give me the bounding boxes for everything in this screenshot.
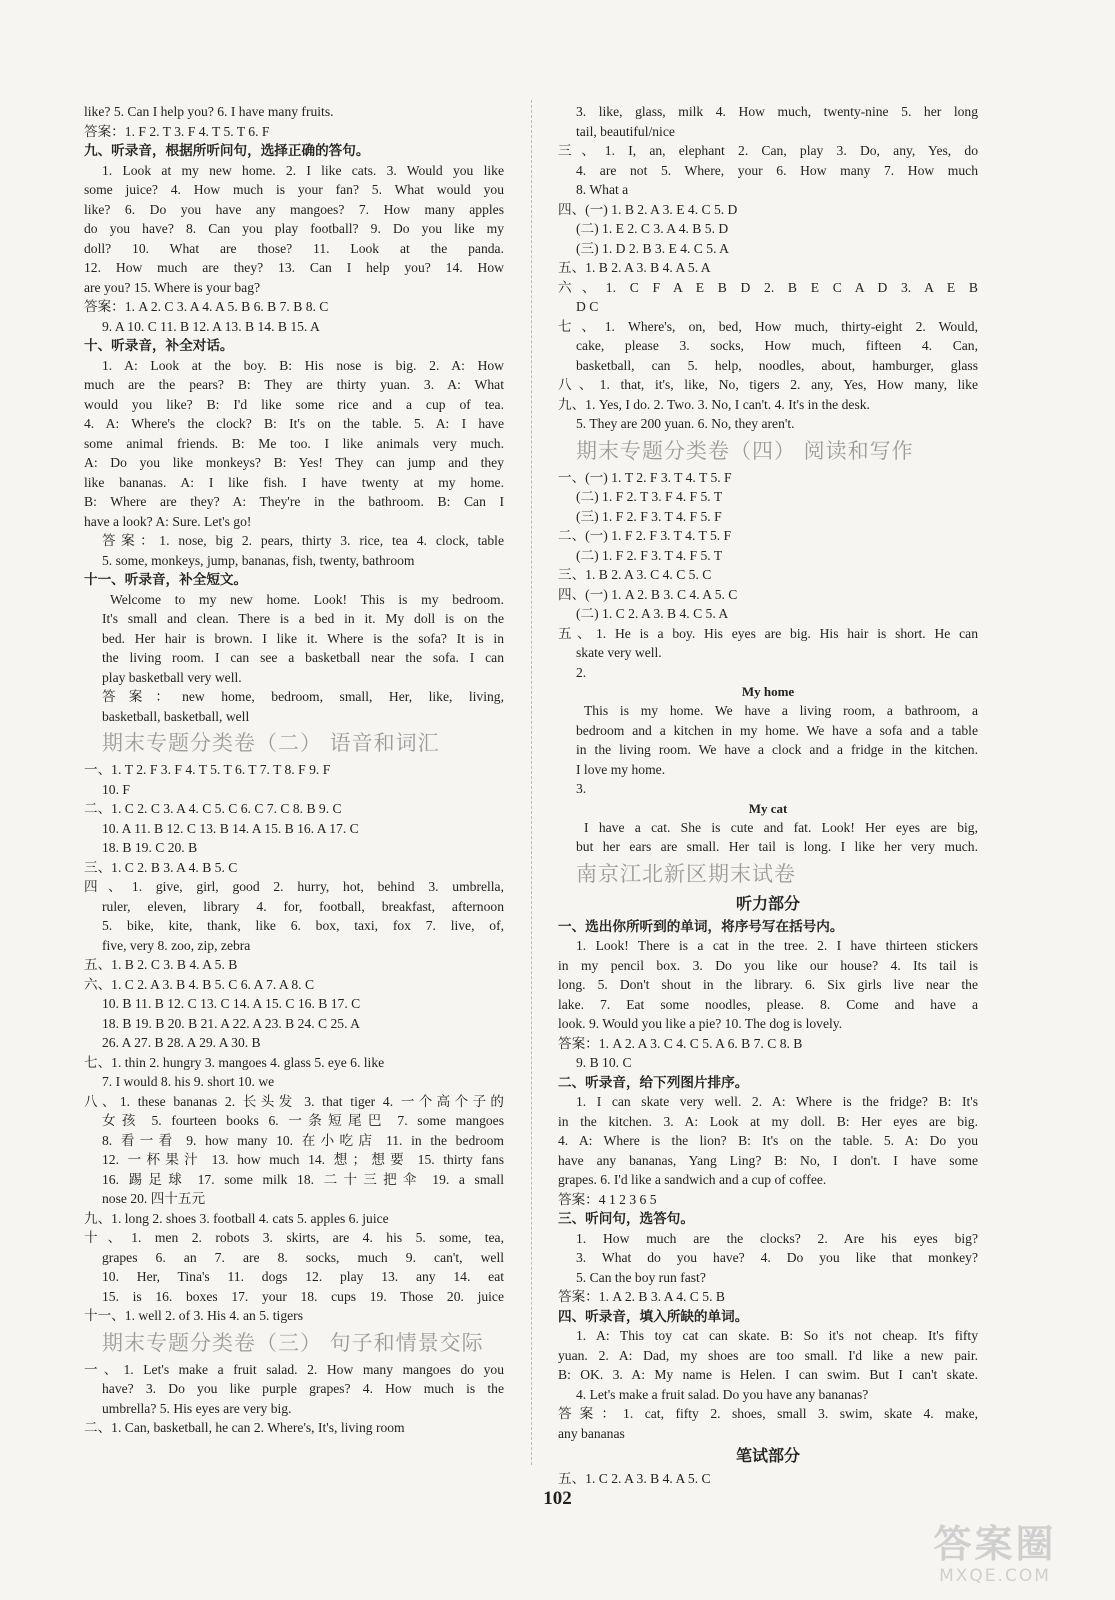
section-title: 期末专题分类卷（四） 阅读和写作 bbox=[576, 438, 914, 463]
text-line: five, very 8. zoo, zip, zebra bbox=[102, 937, 251, 953]
text-line: (二) 1. E 2. C 3. A 4. B 5. D bbox=[576, 221, 729, 236]
text-line: bedroom and a kitchen in my home. We have a sofa and a table bbox=[576, 722, 978, 738]
text-line: 3. bbox=[576, 781, 587, 796]
text-line: 一、1. Let's make a fruit salad. 2. How many mangoes do you bbox=[84, 1361, 504, 1377]
watermark-logo-text: 答案圈 bbox=[933, 1522, 1057, 1566]
text-line: Welcome to my new home. Look! This is my bedroom. bbox=[110, 591, 504, 607]
right-column bbox=[558, 102, 978, 1489]
text-line: 5. They are 200 yuan. 6. No, they aren't. bbox=[576, 416, 795, 431]
text-line: A: Do you like monkeys? B: Yes! They can jump and they bbox=[84, 455, 504, 470]
text-line: some animal friends. B: Me too. I like animals very much. bbox=[84, 435, 504, 451]
text-line: 答案：1. A 2. C 3. A 4. A 5. B 6. B 7. B 8. C bbox=[84, 299, 329, 314]
text-line: skate very well. bbox=[576, 645, 662, 660]
watermark-site: MXQE.COM bbox=[939, 1566, 1051, 1586]
text-line: 三、1. C 2. B 3. A 4. B 5. C bbox=[84, 859, 238, 875]
essay-title: My cat bbox=[748, 800, 788, 816]
text-line: have a look? A: Sure. Let's go! bbox=[84, 513, 252, 529]
text-line: 7. I would 8. his 9. short 10. we bbox=[102, 1074, 275, 1089]
text-line: It's small and clean. There is a bed in it. My doll is on the bbox=[102, 611, 504, 626]
text-line: 九、听录音，根据所听问句，选择正确的答句。 bbox=[84, 143, 370, 158]
text-line: 女孩 5. fourteen books 6. 一条短尾巴 7. some mangoes bbox=[102, 1113, 504, 1128]
text-line: look. 9. Would you like a pie? 10. The dog is lovely. bbox=[558, 1016, 843, 1031]
text-line: 8. 看一看 9. how many 10. 在小吃店 11. in the bedroom bbox=[102, 1132, 504, 1148]
text-line: 9. A 10. C 11. B 12. A 13. B 14. B 15. A bbox=[102, 318, 320, 334]
section-title: 南京江北新区期末试卷 bbox=[576, 861, 796, 886]
text-line: nose 20. 四十五元 bbox=[102, 1191, 206, 1206]
text-line: 九、1. Yes, I do. 2. Two. 3. No, I can't. 4. It's in the desk. bbox=[558, 396, 870, 412]
text-line: 一、选出你所听到的单词，将序号写在括号内。 bbox=[558, 918, 844, 934]
text-line: 七、1. thin 2. hungry 3. mangoes 4. glass 5. eye 6. like bbox=[84, 1054, 385, 1070]
text-line: 一、1. T 2. F 3. F 4. T 5. T 6. T 7. T 8. F 9. F bbox=[84, 762, 331, 777]
text-line: 1. Look at my new home. 2. I like cats. 3. Would you like bbox=[102, 162, 504, 178]
text-line: 1. Look! There is a cat in the tree. 2. I have thirteen stickers bbox=[576, 938, 978, 953]
text-line: 答案：1. nose, big 2. pears, thirty 3. rice, tea 4. clock, table bbox=[102, 533, 504, 548]
text-line: 四、1. give, girl, good 2. hurry, hot, behind 3. umbrella, bbox=[84, 879, 504, 894]
text-line: are you? 15. Where is your bag? bbox=[84, 279, 261, 295]
watermark-logo bbox=[915, 1522, 1075, 1592]
text-line: in the living room. We have a clock and a fridge in the kitchen. bbox=[576, 742, 978, 757]
column-divider bbox=[531, 100, 532, 1465]
text-line: in the kitchen. 3. A: Look at my doll. B: Her eyes are big. bbox=[558, 1113, 978, 1129]
text-line: (二) 1. F 2. F 3. T 4. F 5. T bbox=[576, 547, 723, 563]
text-line: 八、1. these bananas 2. 长头发 3. that tiger 4. 一个高个子的 bbox=[84, 1093, 504, 1109]
text-line: 十、听录音，补全对话。 bbox=[84, 338, 234, 353]
text-line: 12. 一杯果汁 13. how much 14. 想；想要 15. thirty fans bbox=[102, 1152, 504, 1167]
text-line: grapes. 6. I'd like a sandwich and a cup of coffee. bbox=[558, 1172, 827, 1187]
text-line: 十、1. men 2. robots 3. skirts, are 4. his 5. some, tea, bbox=[84, 1230, 504, 1245]
text-line: B: Where are they? A: They're in the bathroom. B: Can I bbox=[84, 494, 504, 509]
text-line: 答案：1. A 2. B 3. A 4. C 5. B bbox=[558, 1289, 725, 1304]
text-line: I have a cat. She is cute and fat. Look! Her eyes are big, bbox=[584, 819, 978, 835]
text-line: 10. B 11. B 12. C 13. C 14. A 15. C 16. B 17. C bbox=[102, 996, 361, 1011]
text-line: B: OK. 3. A: My name is Helen. I can swim. But I can't skate. bbox=[558, 1367, 978, 1382]
text-line: cake, please 3. socks, How much, fifteen 4. Can, bbox=[576, 338, 978, 353]
text-line: 八、1. that, it's, like, No, tigers 2. any, Yes, How many, like bbox=[558, 377, 978, 392]
text-line: much are the pears? B: They are thirty yuan. 3. A: What bbox=[84, 377, 504, 392]
text-line: yuan. 2. A: Dad, my shoes are too small. I'd like a new pair. bbox=[558, 1347, 978, 1363]
section-subtitle: 笔试部分 bbox=[735, 1446, 800, 1465]
text-line: 1. I can skate very well. 2. A: Where is the fridge? B: It's bbox=[576, 1094, 978, 1109]
text-line: any bananas bbox=[558, 1425, 625, 1441]
text-line: 10. F bbox=[102, 781, 130, 797]
text-line: like bananas. A: I like fish. I have twenty at my home. bbox=[84, 474, 504, 490]
text-line: 四、听录音，填入所缺的单词。 bbox=[558, 1308, 749, 1324]
text-line: 5. Can the boy run fast? bbox=[576, 1269, 706, 1285]
text-line: 4. A: Where is the lion? B: It's on the table. 5. A: Do you bbox=[558, 1133, 978, 1148]
left-column bbox=[84, 102, 504, 1438]
text-line: 8. What a bbox=[576, 182, 629, 197]
text-line: the living room. I can see a basketball near the sofa. I can bbox=[102, 650, 504, 665]
text-line: 5. bike, kite, thank, like 6. box, taxi, fox 7. live, of, bbox=[102, 918, 504, 933]
text-line: 三、听问句，选答句。 bbox=[558, 1211, 694, 1226]
text-line: 答案：new home, bedroom, small, Her, like, living, bbox=[102, 689, 504, 704]
text-line: 九、1. long 2. shoes 3. football 4. cats 5. apples 6. juice bbox=[84, 1210, 389, 1226]
text-line: I love my home. bbox=[576, 761, 666, 777]
text-line: 五、1. B 2. C 3. B 4. A 5. B bbox=[84, 957, 238, 972]
text-line: 3. What do you have? 4. Do you like that monkey? bbox=[576, 1250, 978, 1265]
text-line: play basketball very well. bbox=[102, 669, 242, 685]
essay-title: My home bbox=[741, 684, 795, 699]
text-line: long. 5. Don't shout in the library. 6. Six girls live near the bbox=[558, 977, 978, 992]
section-title: 期末专题分类卷（二） 语音和词汇 bbox=[102, 731, 440, 755]
text-line: 答案：4 1 2 3 6 5 bbox=[558, 1191, 657, 1207]
text-line: 四、(一) 1. B 2. A 3. E 4. C 5. D bbox=[558, 201, 738, 217]
text-line: 五、1. B 2. A 3. B 4. A 5. A bbox=[558, 260, 711, 275]
text-line: 9. B 10. C bbox=[576, 1055, 632, 1070]
section-title: 期末专题分类卷（三） 句子和情景交际 bbox=[102, 1330, 484, 1355]
text-line: basketball, basketball, well bbox=[102, 708, 250, 724]
text-line: have? 3. Do you like purple grapes? 4. How much is the bbox=[102, 1381, 504, 1396]
text-line: 答案：1. F 2. T 3. F 4. T 5. T 6. F bbox=[84, 123, 270, 139]
text-line: have any bananas, Yang Ling? B: No, I don't. I have some bbox=[558, 1152, 978, 1168]
text-line: like? 6. Do you have any mangoes? 7. How many apples bbox=[84, 201, 504, 217]
text-line: 10. A 11. B 12. C 13. B 14. A 15. B 16. A 17. C bbox=[102, 820, 359, 836]
section-subtitle: 听力部分 bbox=[735, 893, 800, 913]
text-line: but her ears are small. Her tail is long. I like her very much. bbox=[576, 839, 978, 854]
text-line: 1. A: Look at the boy. B: His nose is big. 2. A: How bbox=[102, 357, 504, 373]
text-line: 二、1. Can, basketball, he can 2. Where's, It's, living room bbox=[84, 1420, 405, 1435]
text-line: tail, beautiful/nice bbox=[576, 123, 675, 139]
text-line: like? 5. Can I help you? 6. I have many fruits. bbox=[84, 104, 334, 119]
text-line: basketball, can 5. help, noodles, about, hamburger, glass bbox=[576, 357, 978, 373]
text-line: 4. Let's make a fruit salad. Do you have any bananas? bbox=[576, 1386, 869, 1402]
text-line: bed. Her hair is brown. I like it. Where is the sofa? It is in bbox=[102, 630, 504, 646]
text-line: do you have? 8. Can you play football? 9. Do you like my bbox=[84, 221, 504, 236]
text-line: 三、1. B 2. A 3. C 4. C 5. C bbox=[558, 567, 712, 582]
text-line: 2. bbox=[576, 664, 587, 680]
text-line: 4. A: Where's the clock? B: It's on the table. 5. A: I have bbox=[84, 416, 504, 431]
text-line: 5. some, monkeys, jump, bananas, fish, twenty, bathroom bbox=[102, 552, 415, 568]
text-line: 一、(一) 1. T 2. F 3. T 4. T 5. F bbox=[558, 469, 732, 485]
text-line: grapes 6. an 7. are 8. socks, much 9. can't, well bbox=[102, 1249, 504, 1265]
text-line: 答案：1. A 2. A 3. C 4. C 5. A 6. B 7. C 8. B bbox=[558, 1035, 803, 1051]
text-line: in my pencil box. 3. Do you like our house? 4. Its tail is bbox=[558, 957, 978, 973]
text-line: This is my home. We have a living room, a bathroom, a bbox=[584, 703, 978, 718]
text-line: 12. How much are they? 13. Can I help you? 14. How bbox=[84, 260, 504, 275]
text-line: some juice? 4. How much is your fan? 5. What would you bbox=[84, 182, 504, 197]
text-line: 26. A 27. B 28. A 29. A 30. B bbox=[102, 1035, 261, 1050]
text-line: 4. are not 5. Where, your 6. How many 7. How much bbox=[576, 162, 978, 178]
text-line: (二) 1. C 2. A 3. B 4. C 5. A bbox=[576, 606, 729, 621]
text-line: lake. 7. Eat some noodles, please. 8. Come and have a bbox=[558, 996, 978, 1012]
text-line: 二、1. C 2. C 3. A 4. C 5. C 6. C 7. C 8. B 9. C bbox=[84, 801, 342, 816]
text-line: 10. Her, Tina's 11. dogs 12. play 13. any 14. eat bbox=[102, 1269, 504, 1284]
text-line: 五、1. He is a boy. His eyes are big. His hair is short. He can bbox=[558, 625, 978, 641]
page-number: 102 bbox=[543, 1488, 572, 1509]
text-line: 3. like, glass, milk 4. How much, twenty-nine 5. her long bbox=[576, 104, 978, 119]
text-line: 四、(一) 1. A 2. B 3. C 4. A 5. C bbox=[558, 586, 738, 602]
text-line: 15. is 16. boxes 17. your 18. cups 19. Those 20. juice bbox=[102, 1288, 504, 1304]
text-line: 六、1. C 2. A 3. B 4. B 5. C 6. A 7. A 8. C bbox=[84, 976, 315, 992]
text-line: 十一、1. well 2. of 3. His 4. an 5. tigers bbox=[84, 1308, 303, 1323]
text-line: ruler, eleven, library 4. for, football, breakfast, afternoon bbox=[102, 898, 504, 914]
text-line: 六、1. C F A E B D 2. B E C A D 3. A E B bbox=[558, 279, 978, 295]
text-line: would you like? B: I'd like some rice and a cup of tea. bbox=[84, 396, 504, 412]
text-line: 1. A: This toy cat can skate. B: So it's not cheap. It's fifty bbox=[576, 1328, 978, 1343]
text-line: 二、(一) 1. F 2. F 3. T 4. T 5. F bbox=[558, 528, 732, 543]
text-line: D C bbox=[576, 299, 599, 314]
text-line: 16. 踢足球 17. some milk 18. 二十三把伞 19. a small bbox=[102, 1171, 504, 1187]
text-line: 18. B 19. C 20. B bbox=[102, 840, 198, 855]
text-line: 十一、听录音，补全短文。 bbox=[84, 572, 248, 587]
text-line: 18. B 19. B 20. B 21. A 22. A 23. B 24. C 25. A bbox=[102, 1015, 360, 1031]
text-line: 五、1. C 2. A 3. B 4. A 5. C bbox=[558, 1471, 711, 1486]
text-line: 答案：1. cat, fifty 2. shoes, small 3. swim, skate 4. make, bbox=[558, 1406, 978, 1421]
text-line: 三、1. I, an, elephant 2. Can, play 3. Do, any, Yes, do bbox=[558, 143, 978, 158]
text-line: 二、听录音，给下列图片排序。 bbox=[558, 1074, 749, 1090]
text-line: (三) 1. D 2. B 3. E 4. C 5. A bbox=[576, 240, 729, 256]
text-line: umbrella? 5. His eyes are very big. bbox=[102, 1400, 292, 1416]
text-line: 1. How much are the clocks? 2. Are his eyes big? bbox=[576, 1230, 978, 1246]
text-line: 七、1. Where's, on, bed, How much, thirty-eight 2. Would, bbox=[558, 318, 978, 334]
text-line: (二) 1. F 2. T 3. F 4. F 5. T bbox=[576, 489, 723, 504]
text-line: doll? 10. What are those? 11. Look at the panda. bbox=[84, 240, 504, 256]
text-line: (三) 1. F 2. F 3. T 4. F 5. F bbox=[576, 508, 722, 524]
